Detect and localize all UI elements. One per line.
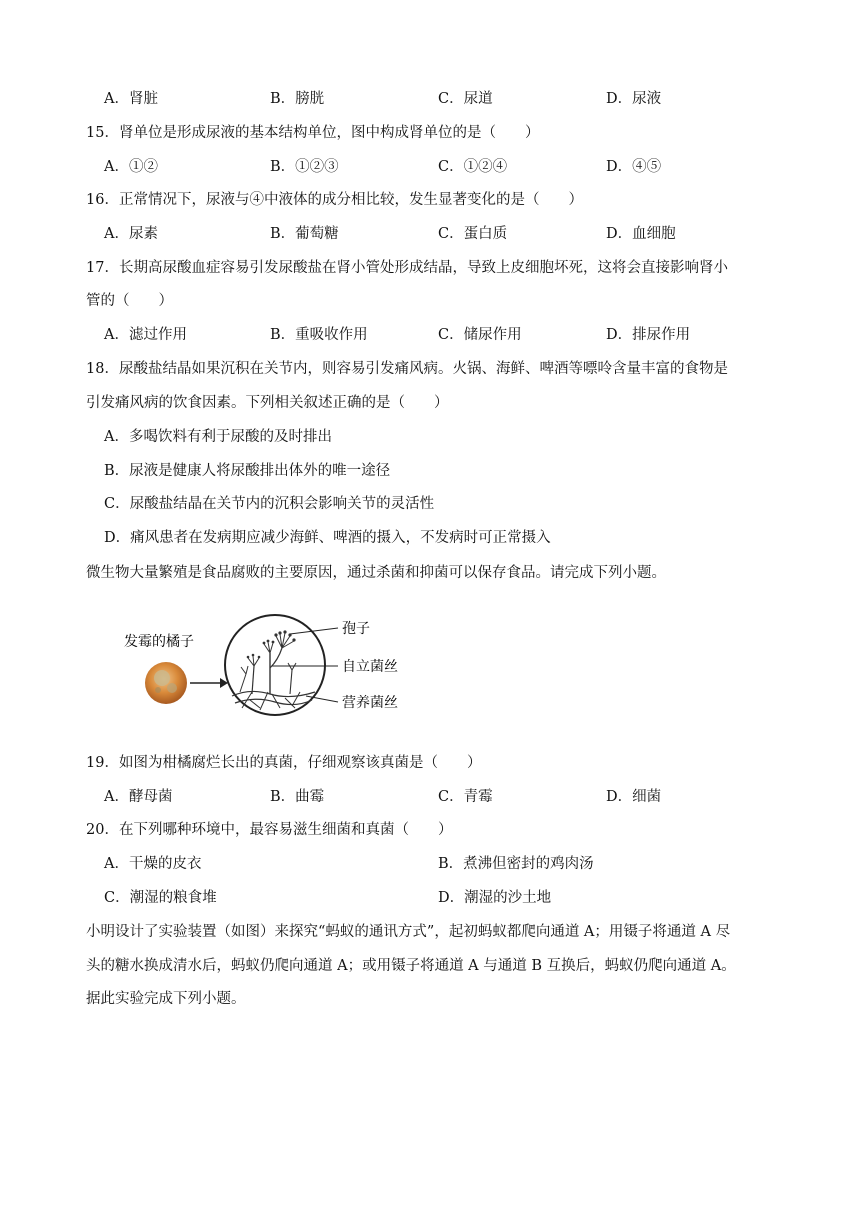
microbes-intro: 微生物大量繁殖是食品腐败的主要原因，通过杀菌和抑菌可以保存食品。请完成下列小题。	[86, 565, 666, 581]
q15-stem: 15．肾单位是形成尿液的基本结构单位，图中构成肾单位的是（ ）	[86, 125, 540, 141]
q18-stem-line-2: 引发痛风病的饮食因素。下列相关叙述正确的是（ ）	[86, 395, 449, 411]
q15-option-a: A．①②	[104, 159, 158, 175]
q16-option-a: A．尿素	[104, 226, 158, 242]
q16-stem: 16．正常情况下，尿液与④中液体的成分相比较，发生显著变化的是（ ）	[86, 192, 583, 208]
q15-option-b: B．①②③	[270, 159, 339, 175]
q19-stem: 19．如图为柑橘腐烂长出的真菌，仔细观察该真菌是（ ）	[86, 755, 482, 771]
q19-option-d: D．细菌	[606, 789, 662, 805]
q17-option-c: C．储尿作用	[438, 327, 522, 343]
q20-option-d: D．潮湿的沙土地	[438, 890, 552, 906]
q18-option-b: B．尿液是健康人将尿酸排出体外的唯一途径	[104, 463, 391, 479]
q19-option-b: B．曲霉	[270, 789, 325, 805]
nutrient-hyphae-label: 营养菌丝	[342, 695, 398, 711]
q18-stem-line-1: 18．尿酸盐结晶如果沉积在关节内，则容易引发痛风病。火锅、海鲜、啤酒等嘌呤含量丰富的食物是	[86, 361, 728, 377]
moldy-orange-label: 发霉的橘子	[124, 634, 194, 650]
q16-option-b: B．葡萄糖	[270, 226, 339, 242]
moldy-orange-icon	[145, 662, 187, 704]
q17-stem-line-2: 管的（ ）	[86, 293, 173, 309]
q18-option-c: C．尿酸盐结晶在关节内的沉积会影响关节的灵活性	[104, 496, 435, 512]
q19-option-c: C．青霉	[438, 789, 493, 805]
q18-option-d: D．痛风患者在发病期应减少海鲜、啤酒的摄入，不发病时可正常摄入	[104, 530, 551, 546]
q20-option-a: A．干燥的皮衣	[104, 856, 202, 872]
q18-option-a: A．多喝饮料有利于尿酸的及时排出	[104, 429, 332, 445]
aerial-hyphae-label: 自立菌丝	[342, 659, 398, 675]
ants-intro-line-3: 据此实验完成下列小题。	[86, 991, 246, 1007]
ants-intro-line-1: 小明设计了实验装置（如图）来探究“蚂蚁的通讯方式”，起初蚂蚁都爬向通道 A；用镊子将通道 A 尽	[86, 924, 731, 940]
q19-option-a: A．酵母菌	[104, 789, 173, 805]
q20-option-c: C．潮湿的粮食堆	[104, 890, 217, 906]
q20-option-b: B．煮沸但密封的鸡肉汤	[438, 856, 594, 872]
q15-option-c: C．①②④	[438, 159, 508, 175]
q14-option-d: D．尿液	[606, 91, 662, 107]
q17-stem-line-1: 17．长期高尿酸血症容易引发尿酸盐在肾小管处形成结晶，导致上皮细胞坏死，这将会直接影响肾小	[86, 260, 728, 276]
q16-option-c: C．蛋白质	[438, 226, 508, 242]
q14-option-a: A．肾脏	[104, 91, 158, 107]
q17-option-d: D．排尿作用	[606, 327, 691, 343]
arrow-icon	[190, 678, 228, 688]
mold-figure	[120, 608, 420, 723]
q14-option-b: B．膀胱	[270, 91, 325, 107]
q15-option-d: D．④⑤	[606, 159, 662, 175]
mold-diagram	[120, 608, 420, 723]
spore-label: 孢子	[342, 621, 370, 637]
q17-option-a: A．滤过作用	[104, 327, 187, 343]
ants-intro-line-2: 头的糖水换成清水后，蚂蚁仍爬向通道 A；或用镊子将通道 A 与通道 B 互换后，蚂蚁仍爬向通道 A。	[86, 958, 736, 974]
q16-option-d: D．血细胞	[606, 226, 676, 242]
magnified-view	[225, 615, 325, 715]
q20-stem: 20．在下列哪种环境中，最容易滋生细菌和真菌（ ）	[86, 822, 453, 838]
q17-option-b: B．重吸收作用	[270, 327, 368, 343]
q14-option-c: C．尿道	[438, 91, 493, 107]
